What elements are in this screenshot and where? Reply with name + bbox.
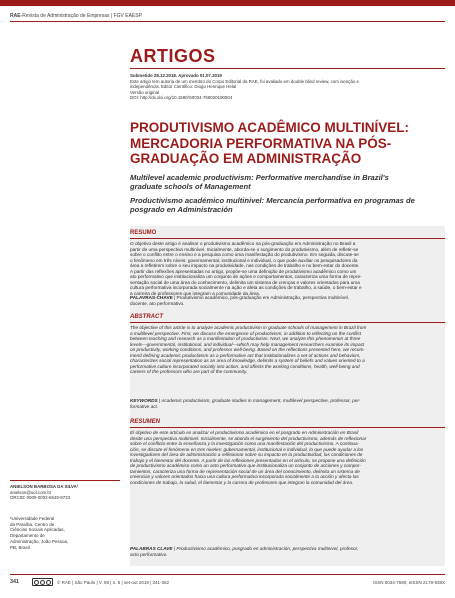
text-line: trabajo y el bienestar del docente. A partir de las reflexiones presentadas en el artículo, se propone una definición bbox=[130, 457, 366, 463]
article-meta bbox=[130, 73, 430, 101]
text-line: O objetivo deste artigo é analisar o produtivismo acadêmico na pós-graduação em Administração no Brasil a bbox=[130, 241, 356, 246]
text-line: El objetivo de este artículo es analizar el productivismo académico en el posgrado en Administración en Brasil bbox=[130, 430, 359, 435]
affiliation-line: Departamento de bbox=[10, 533, 45, 539]
resumen-keywords bbox=[130, 546, 445, 557]
text-line: condiciones de trabajo, la salud, el bienestar y la carrera de profesores que integran la comunidad del área. bbox=[130, 479, 354, 485]
author-affiliation bbox=[10, 516, 120, 550]
affiliation-line: Ciências Sociais Aplicadas, bbox=[10, 527, 65, 533]
keywords-label: PALAVRAS-CHAVE bbox=[130, 295, 173, 300]
header-divider bbox=[10, 21, 445, 22]
title-line: PRODUTIVISMO ACADÊMICO MULTINÍVEL: bbox=[130, 120, 409, 135]
top-color-bar bbox=[0, 0, 455, 6]
abstract-text bbox=[130, 325, 445, 375]
title-line: Multilevel academic productivism: Performative merchandise in Brazil's bbox=[130, 173, 389, 182]
text-line: partir de uma perspectiva multinível. Inicialmente, aborda-se o surgimento do produtivismo, além de refletir-se bbox=[130, 246, 359, 252]
text-line: mend defining academic productivism as a performative act that institutionalizes a set of actions and behaviors, bbox=[130, 352, 361, 358]
footer-citation: © RAE | São Paulo | V. 59 | n. 5 | set-out 2019 | 341-352 bbox=[57, 580, 170, 585]
text-line: sobre o conflito entre o ensino e a pesquisa como uma manifestação do produtivismo. Em seguida, discute-se bbox=[130, 252, 359, 258]
text-line: a multilevel perspective. First, we discuss the emergence of productivism, in addition to reflecting on the conflict bbox=[130, 330, 362, 336]
english-title bbox=[130, 173, 445, 192]
journal-abbr: RAE bbox=[10, 13, 21, 19]
keywords-label: PALABRAS CLAVE bbox=[130, 546, 173, 551]
text-line: ción, se discute el fenómeno en tres niveles: gubernamental, institucional e individual, lo que puede ayudar a los bbox=[130, 446, 364, 452]
affiliation-line: da Paraíba, Centro de bbox=[10, 521, 55, 527]
footer-issn: ISSN 0034-7590; eISSN 2178-938X bbox=[372, 580, 445, 585]
abstract-keywords bbox=[130, 398, 445, 409]
affiliation-line: Administração, João Pessoa, bbox=[10, 538, 69, 544]
text-line: creencias y valores orientados hacia una cultura performativa incorporada socialmente a la acción y afecta las bbox=[130, 474, 359, 480]
keywords-text: acto performativo. bbox=[130, 551, 168, 557]
text-line: on productivity, working conditions, and professor well-being. Based on the reflections presented here, we recom- bbox=[130, 347, 365, 353]
running-header bbox=[10, 13, 142, 19]
resumen-text bbox=[130, 430, 445, 485]
page-number: 341 bbox=[10, 579, 19, 585]
keywords-text: | Productivismo académico, posgrado en administración, perspectiva multinivel, profesor, bbox=[172, 546, 359, 551]
meta-line: independência. Editor Científico: Diogo Henrique Helal bbox=[130, 84, 237, 90]
journal-name: -Revista de Administração de Empresas | FGV EAESP bbox=[20, 13, 142, 19]
affiliation-line: PB, Brasil bbox=[10, 544, 30, 550]
meta-line: Este artigo tem autoria de um membro do Corpo Editorial da RAE, foi avaliado em double blind review, com isenção e bbox=[130, 78, 359, 84]
text-line: careers of the professors who are part of the community. bbox=[130, 369, 248, 375]
text-line: tamientos, caracteriza una forma de representación social de un área del conocimiento, delimita un sistema de bbox=[130, 468, 360, 474]
text-line: The objective of this article is to analyze academic productivism in graduate schools of management in Brazil from bbox=[130, 325, 367, 330]
spanish-title bbox=[130, 196, 445, 215]
text-line: sentação social de uma área do conhecimento, delimita um sistema de crenças e valores orientados para uma bbox=[130, 279, 360, 285]
resumo-keywords bbox=[130, 295, 445, 306]
author-orcid[interactable]: ORCID: 0000-0002-6549-9733 bbox=[10, 495, 71, 501]
author-divider bbox=[10, 480, 120, 481]
author-block bbox=[10, 484, 120, 501]
keywords-text: formative act. bbox=[130, 403, 159, 409]
resumo-divider bbox=[130, 238, 445, 239]
title-line: MERCADORIA PERFORMATIVA NA PÓS- bbox=[130, 135, 392, 151]
text-line: desde una perspectiva multinivel. Inicialmente, se aborda el surgimiento del productivismo, además de reflexionar bbox=[130, 435, 367, 441]
title-line: GRADUAÇÃO EM ADMINISTRAÇÃO bbox=[130, 151, 362, 167]
section-divider bbox=[130, 68, 445, 69]
abstract-heading: ABSTRACT bbox=[130, 314, 163, 320]
text-line: sobre el conflicto entre la enseñanza y la investigación como una manifestación del productivismo. A continua- bbox=[130, 441, 360, 447]
text-line: investigadores del área de administración a reflexionar sobre su impacto en la productividad, las condiciones de bbox=[130, 452, 363, 458]
text-line: o fenômeno em três níveis: governamental, institucional e individual, o que pode auxiliar os pesquisadores da bbox=[130, 257, 358, 263]
text-line: A partir das reflexões apresentadas no artigo, propõe-se uma definição de produtivismo acadêmico como um bbox=[130, 268, 357, 274]
resumen-heading: RESUMEN bbox=[130, 419, 161, 425]
resumo-text bbox=[130, 241, 445, 296]
text-line: a carreira de professores que integram a comunidade da área. bbox=[130, 290, 261, 296]
keywords-text: docente, ato performativo. bbox=[130, 300, 185, 306]
title-line: graduate schools of Management bbox=[130, 182, 251, 192]
abstract-divider bbox=[130, 322, 445, 323]
submission-dates: Submetido 28.12.2018. Aprovado 01.07.2019 bbox=[130, 73, 222, 78]
resumen-divider bbox=[130, 427, 445, 428]
author-email[interactable]: anielson@uol.com.br bbox=[10, 489, 52, 495]
text-line: cultura performativa incorporada socialmente na ação e afeta as condições de trabalho, a saúde, o bem-estar e bbox=[130, 285, 362, 291]
footer-divider bbox=[10, 574, 445, 575]
meta-line: Versão original bbox=[130, 89, 160, 95]
resumo-heading: RESUMO bbox=[130, 230, 157, 236]
title-line: Productivismo académico multinivel: Mercancía performativa en programas de bbox=[130, 196, 415, 205]
author-name: ANIELSON BARBOSA DA SILVA¹ bbox=[10, 484, 79, 489]
keywords-text: | Academic productivism, graduate studies in management, multilevel perspective, professor, per- bbox=[157, 398, 361, 403]
text-line: between teaching and research as a manifestation of productivism. Next, we analyze this phenomenon at three bbox=[130, 336, 361, 342]
text-line: área a refletirem sobre o seu impacto na produtividade, nas condições de trabalho e no bem-estar do docente. bbox=[130, 263, 360, 269]
text-line: de productivismo académico como un acto performativo que institucionaliza un conjunto de acciones y compor- bbox=[130, 463, 362, 469]
section-heading: ARTIGOS bbox=[130, 46, 216, 66]
article-title bbox=[130, 120, 445, 167]
doi-link[interactable]: DOI: http://dx.doi.org/10.1590/S0034-759020190504 bbox=[130, 95, 233, 101]
text-line: levels—governmental, institutional, and individual—which may help management researchers examine its impact bbox=[130, 341, 365, 347]
affiliation-line: ¹Universidade Federal bbox=[10, 516, 55, 521]
keywords-text: | Produtivismo acadêmico, pós-graduação em Administração, perspectiva multinível, bbox=[172, 295, 350, 300]
creative-commons-icon[interactable] bbox=[32, 578, 53, 586]
keywords-label: KEYWORDS bbox=[130, 398, 158, 403]
text-line: performative culture incorporated socially into action, and affects the working conditions, health, well-being and bbox=[130, 363, 360, 369]
title-line: posgrado en Administración bbox=[130, 205, 233, 215]
text-line: characterizes social representation as an area of knowledge, delimits a system of beliefs and values oriented to a bbox=[130, 358, 365, 364]
text-line: ato performativo que institucionaliza um conjunto de ações e comportamentos, caracteriza uma forma de repre- bbox=[130, 274, 362, 280]
